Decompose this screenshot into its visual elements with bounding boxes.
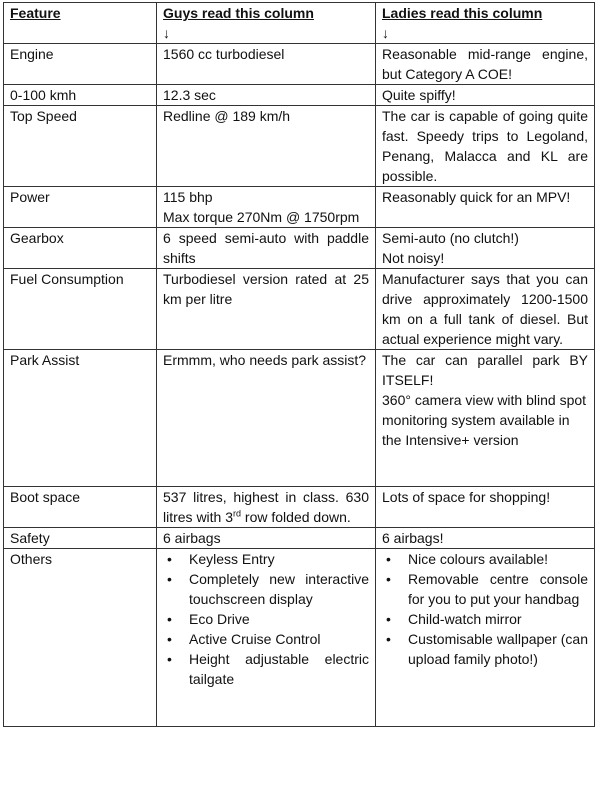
feature-cell: Engine bbox=[4, 44, 157, 85]
list-item: • Removable centre console for you to put your handbag bbox=[382, 569, 588, 609]
header-feature: Feature bbox=[4, 3, 157, 44]
guys-cell: 12.3 sec bbox=[157, 85, 376, 106]
table-row bbox=[4, 106, 595, 187]
feature-cell: Fuel Consumption bbox=[4, 269, 157, 350]
list-item: • Eco Drive bbox=[163, 609, 369, 629]
feature-cell: Top Speed bbox=[4, 106, 157, 187]
guys-cell bbox=[157, 549, 376, 727]
feature-cell: Power bbox=[4, 187, 157, 228]
ladies-cell: Reasonably quick for an MPV! bbox=[376, 187, 595, 228]
feature-cell: Park Assist bbox=[4, 350, 157, 487]
table-row bbox=[4, 528, 595, 549]
list-item: • Customisable wallpaper (can upload family photo!) bbox=[382, 629, 588, 669]
guys-cell: 6 speed semi-auto with paddle shifts bbox=[157, 228, 376, 269]
guys-cell: 6 airbags bbox=[157, 528, 376, 549]
table-row bbox=[4, 350, 595, 487]
table-row bbox=[4, 228, 595, 269]
table-row bbox=[4, 549, 595, 727]
ladies-cell: 6 airbags! bbox=[376, 528, 595, 549]
guys-cell: 1560 cc turbodiesel bbox=[157, 44, 376, 85]
ladies-cell: Manufacturer says that you can drive approximately 1200-1500 km on a full tank of diesel. But actual experience might vary. bbox=[376, 269, 595, 350]
guys-bullet-list bbox=[163, 549, 369, 689]
list-item: • Height adjustable electric tailgate bbox=[163, 649, 369, 689]
ladies-cell: Lots of space for shopping! bbox=[376, 487, 595, 528]
ladies-cell bbox=[376, 549, 595, 727]
guys-cell: Redline @ 189 km/h bbox=[157, 106, 376, 187]
guys-cell: 115 bhp Max torque 270Nm @ 1750rpm bbox=[157, 187, 376, 228]
list-item: • Nice colours available! bbox=[382, 549, 588, 569]
guys-cell: Ermmm, who needs park assist? bbox=[157, 350, 376, 487]
feature-cell: Others bbox=[4, 549, 157, 727]
guys-cell: Turbodiesel version rated at 25 km per litre bbox=[157, 269, 376, 350]
table-row bbox=[4, 487, 595, 528]
feature-cell: Boot space bbox=[4, 487, 157, 528]
ladies-cell: Semi-auto (no clutch!) Not noisy! bbox=[376, 228, 595, 269]
comparison-table bbox=[3, 2, 595, 727]
header-guys: Guys read this column ↓ bbox=[157, 3, 376, 44]
table-row bbox=[4, 269, 595, 350]
list-item: • Completely new interactive touchscreen display bbox=[163, 569, 369, 609]
ladies-cell: Quite spiffy! bbox=[376, 85, 595, 106]
header-ladies: Ladies read this column ↓ bbox=[376, 3, 595, 44]
table-row bbox=[4, 187, 595, 228]
feature-cell: Gearbox bbox=[4, 228, 157, 269]
ladies-cell: The car can parallel park BY ITSELF! 360° camera view with blind spot monitoring system available in the Intensive+ version bbox=[376, 350, 595, 487]
list-item: • Keyless Entry bbox=[163, 549, 369, 569]
table-row bbox=[4, 44, 595, 85]
feature-cell: Safety bbox=[4, 528, 157, 549]
down-arrow-icon: ↓ bbox=[382, 25, 389, 41]
ladies-bullet-list bbox=[382, 549, 588, 669]
table-row bbox=[4, 85, 595, 106]
feature-cell: 0-100 kmh bbox=[4, 85, 157, 106]
guys-cell: 537 litres, highest in class. 630 litres with 3rd row folded down. bbox=[157, 487, 376, 528]
down-arrow-icon: ↓ bbox=[163, 25, 170, 41]
ladies-cell: The car is capable of going quite fast. Speedy trips to Legoland, Penang, Malacca and KL are possible. bbox=[376, 106, 595, 187]
ladies-cell: Reasonable mid-range engine, but Category A COE! bbox=[376, 44, 595, 85]
list-item: • Active Cruise Control bbox=[163, 629, 369, 649]
list-item: • Child-watch mirror bbox=[382, 609, 588, 629]
header-row bbox=[4, 3, 595, 44]
